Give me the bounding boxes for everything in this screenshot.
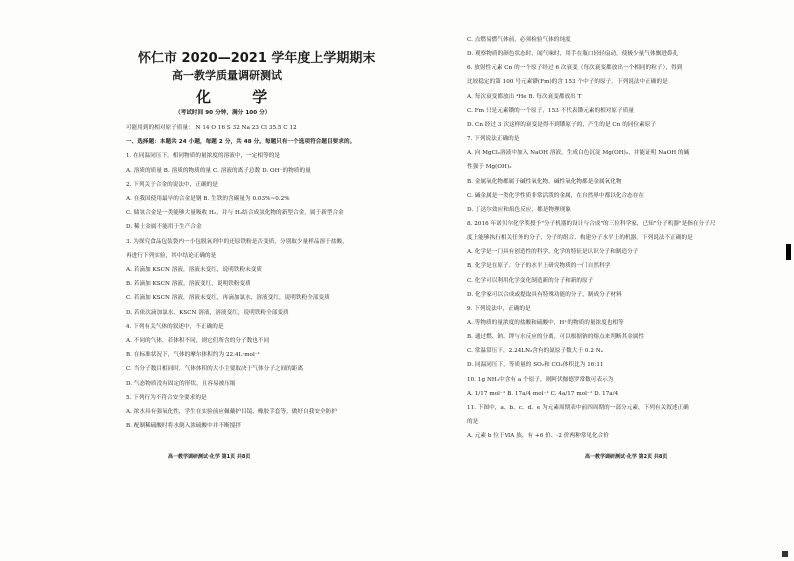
text-line: A. 向 MgCl₂溶液中加入 NaOH 溶液，生成白色沉淀 Mg(OH)₂，并能证明 NaOH 的碱 [467,150,690,157]
corner-mark [782,551,788,557]
text-line: B. 若滴加 KSCN 溶液，溶液变红，说明铁粉变质 [126,281,251,288]
text-line: 2. 下列关于合金的说法中，正确的是 [126,181,218,188]
text-line: C. 储氢合金是一类能够大量吸收 H₂，并与 H₂结合成氢化物的新型合金，属于新型合金 [126,210,344,217]
text-line: D. 同温同压下，等质量的 SO₂和 CO₂体积比为 16:11 [467,362,604,369]
text-line: D. 观察物质的颜色状态时，闻气味时，用手在瓶口轻轻扇动，使极少量气体飘进鼻孔 [467,51,679,58]
text-line: 一、选择题：本题共 24 小题，每题 2 分，共 48 分。每题只有一个选项符合题目要求的。 [126,139,356,146]
exam-subtitle: 高一教学质量调研测试 [172,69,282,82]
text-line: 4. 下列有关气体的叙述中，不正确的是 [126,323,224,330]
text-line: D. 丁达尔效应和焰色反应，都是物理现象 [467,206,571,213]
text-line: A. 不同的气体，若体积不同，则它们所含的分子数也不同 [126,338,270,344]
text-line: D. 若依次滴加氯水、KSCN 溶液，溶液变红，说明铁粉全部变质 [126,309,289,316]
text-line: A. 等物质的量浓度的盐酸和硫酸中，H⁺的物质的量浓度也相等 [467,320,624,326]
text-line: D. 气态物质没有固定的形状，且容易被压缩 [126,380,236,387]
text-line: 再进行下列实验，其中结论正确的是 [126,252,217,259]
text-line: C. 若滴加 KSCN 溶液，溶液未变红，再滴加氯水，溶液变红，说明铁粉全部变质 [126,295,330,302]
text-line: 7. 下列说法正确的是 [467,136,520,143]
subject-title: 化 学 [196,88,286,106]
text-line: C. 化学可以利用化学变化制造新的分子和新的原子 [467,277,594,284]
exam-info: （考试时间 90 分钟，满分 100 分） [175,110,271,116]
text-line: 10. 1g NH₃中含有 a 个原子，则阿伏伽德罗常数可表示为 [467,376,614,383]
text-line: 的是 [467,419,479,426]
text-line: B. 配制稀硫酸时将水倒入浓硫酸中并不断搅拌 [126,423,242,430]
text-line: A. 溶质的质量 B. 溶质的物质的量 C. 溶液的离子总数 D. OH⁻的物质的量 [126,167,311,174]
text-line: C. 点燃易燃气体前，必须检验气体的纯度 [467,37,571,43]
text-line: C. Fm 只是元素镄的一个原子，153 不代表镄元素的相对原子质量 [467,107,635,114]
exam-title: 怀仁市 2020—2021 学年度上学期期末 [138,51,376,66]
text-line: A. 浓水具有强氧化性，学生在实验前应佩戴护目镜、橡胶手套等，做好自我安全防护 [126,409,337,415]
text-line: A. 化学是一门具有创造性的科学，化学的特征是认识分子和制造分子 [467,249,639,256]
text-line: B. 化学是在原子、分子的水平上研究物质的一门自然科学 [467,263,611,270]
page-footer-right: 高一教学调研测试·化学 第2页 共8页 [585,454,668,460]
text-line: 可能用到的相对原子质量： N 14 O 16 S 32 Na 23 Cl 35.5 C 12 [126,125,297,131]
text-line: 性强于 Mg(OH)₂ [467,164,512,171]
text-line: A. 在我国使用最早的合金是钢 B. 生铁的含碳量为 0.03%~0.2% [126,196,290,202]
text-line: D. 化学家可以合成或提取具有特殊功能的分子，制成分子材料 [467,291,622,298]
text-line: B. 金属氧化物都属于碱性氧化物，碱性氧化物都是金属氧化物 [467,178,622,185]
text-line: D. 稀土金属不能用于生产合金 [126,224,202,231]
text-line: 3. 为探究食品包装袋内一小包脱氧剂中的还原铁粉是否变质，分别取少量样品溶于盐酸， [126,238,348,245]
text-line: C. 碱金属是一类化学性质非常活泼的金属，在自然界中都以化合态存在 [467,192,645,199]
text-line: A. 每次衰变都放出 ⁴He B. 每次衰变都放出 T [467,93,582,100]
text-line: 1. 在同温同压下，相同物质的量浓度的溶液中，一定相等的是 [126,153,281,160]
text-line: C. 当分子数目相同时，气体体积的大小主要取决于气体分子之间的距离 [126,366,304,373]
exam-page-right [397,0,794,561]
text-line: B. 通过燃、钠、钾与水反应的分离，可以根据钠的熔点来判断其金属性 [467,334,645,341]
text-line: A. 元素 b 位于ⅥA 族，有 +6 价、-2 价两种常见化合价 [467,433,609,440]
text-line: 比较稳定的第 100 号元素镄(Fm)的含 153 个中子的原子。下列说法中正确的是 [467,79,668,86]
page-footer-left: 高一教学调研测试·化学 第1页 共8页 [168,454,251,460]
text-line: 8. 2016 年诺贝尔化学奖授予"分子机器的设计与合成"的三位科学家，已知"分子机器"是指在分子尺 [467,220,716,227]
scan-mark [786,244,791,260]
text-line: C. 常温常压下，2.24LN₂含有的氮原子数大于 0.2 Nₐ [467,348,603,355]
text-line: A. 1/17 mol⁻¹ B. 17a/4 mol⁻¹ C. 4a/17 mol⁻¹ D. 17a/4 [467,390,619,397]
text-line: A. 若滴加 KSCN 溶液，溶液未变红，说明铁粉未变质 [126,267,263,273]
text-line: B. 在标准状况下，气体的摩尔体积约为 22.4L·mol⁻¹ [126,352,261,359]
text-line: 度上能够执行相关任务的分子，分子的组合、构建分子水平上的机器。下列说法不正确的是 [467,235,693,242]
text-line: 6. 放射性元素 Cn 的一个原子经过 6 次衰变（每次衰变都放出一个相同的粒子），得到 [467,65,683,72]
text-line: D. Cn 经过 3 次这样的衰变是得不到镄原子的，产生的是 Cn 的同位素原子 [467,121,657,128]
text-line: 9. 下列说法中，正确的是 [467,305,531,312]
text-line: 5. 下列行为不符合安全要求的是 [126,394,207,401]
text-line: 11. 下图中，a、b、c、d、e 为元素周期表中前四周期的一部分元素，下列有关叙述正确 [467,404,689,411]
